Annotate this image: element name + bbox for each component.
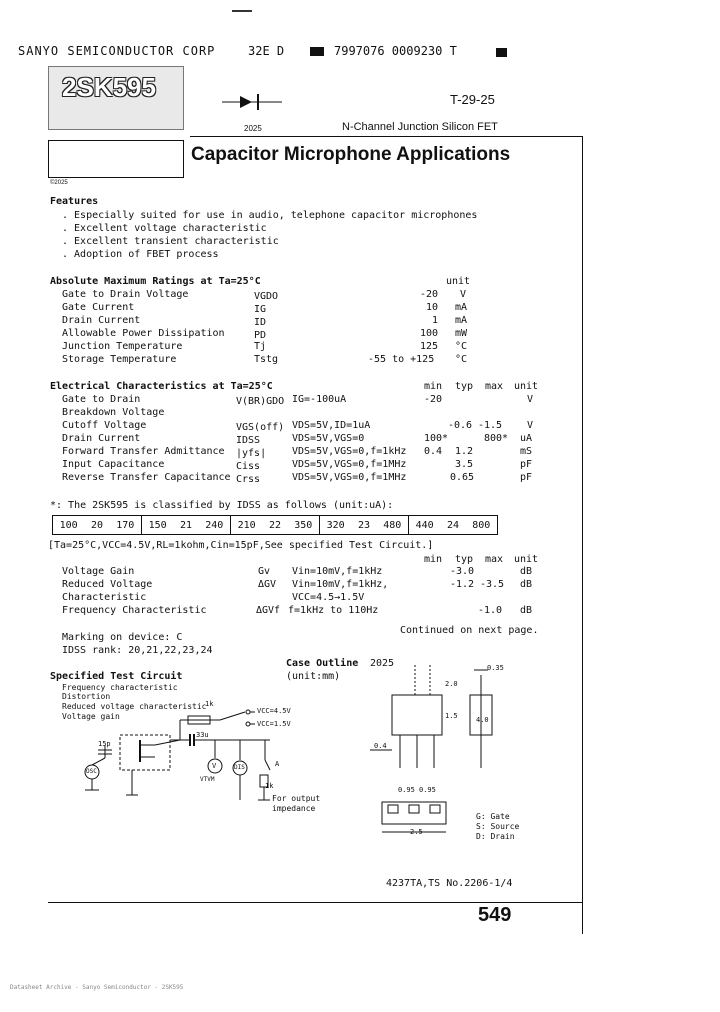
- transistor-symbol-icon: [222, 90, 282, 114]
- elec-col-min: min: [424, 381, 443, 392]
- page-number: 549: [478, 904, 512, 926]
- abs-value: 125: [420, 341, 439, 352]
- feature-item: . Adoption of FBET process: [62, 249, 219, 260]
- features-heading: Features: [50, 196, 99, 207]
- test-sym: ΔGV: [258, 579, 277, 590]
- elec-typ: 1.2: [455, 446, 474, 457]
- elec-col-typ: typ: [455, 381, 474, 392]
- circuit-label-vcc2: VCC=1.5V: [257, 720, 291, 728]
- cls-max: 800: [472, 519, 491, 531]
- title-side-box: [48, 140, 184, 178]
- abs-unit: °C: [455, 341, 468, 352]
- test-typ: -1.0: [478, 605, 503, 616]
- feature-item: . Excellent voltage characteristic: [62, 223, 267, 234]
- device-type: N-Channel Junction Silicon FET: [342, 121, 498, 133]
- elec-typ: 0.65: [450, 472, 475, 483]
- test-circuit-line: Reduced voltage characteristic: [62, 702, 207, 711]
- cls-max: 350: [294, 519, 313, 531]
- dim-d4: 0.95: [419, 786, 436, 794]
- dim-d5: 2.5: [410, 828, 423, 836]
- circuit-label-osc: OSC: [86, 768, 97, 775]
- classification-cell: [142, 516, 231, 534]
- abs-param: Junction Temperature: [62, 341, 183, 352]
- cls-max: 240: [205, 519, 224, 531]
- dim-d1: 0.35: [487, 664, 504, 672]
- scan-note: Datasheet Archive - Sanyo Semiconductor - 2SK595: [10, 984, 184, 991]
- right-rule: [582, 136, 583, 934]
- classification-table: [52, 515, 498, 535]
- elec-sym: Crss: [236, 474, 261, 485]
- marking-line2: IDSS rank: 20,21,22,23,24: [62, 645, 213, 656]
- elec-col-max: max: [485, 381, 504, 392]
- package-code: 2025: [244, 124, 262, 133]
- test-unit: dB: [520, 566, 533, 577]
- classification-cell: [231, 516, 320, 534]
- abs-sym: IG: [254, 304, 267, 315]
- cls-min: 210: [237, 519, 256, 531]
- cls-rank: 22: [268, 519, 281, 531]
- marking-line1: Marking on device: C: [62, 632, 183, 643]
- page-title: Capacitor Microphone Applications: [191, 144, 511, 165]
- elec-cond: IG=-100uA: [292, 394, 347, 405]
- abs-value: -55 to +125: [368, 354, 435, 365]
- elec-sym: |yfs|: [236, 448, 267, 459]
- abs-value: 100: [420, 328, 439, 339]
- elec-param: Input Capacitance: [62, 459, 165, 470]
- header-rule: [190, 136, 582, 137]
- case-outline-heading: Case Outline: [286, 658, 359, 669]
- elec-cond: VDS=5V,VGS=0,f=1MHz: [292, 459, 407, 470]
- test-col-typ: typ: [455, 554, 474, 565]
- elec-unit: mS: [520, 446, 533, 457]
- test-cond: VCC=4.5→1.5V: [292, 592, 365, 603]
- abs-sym: VGDO: [254, 291, 279, 302]
- elec-min: 100*: [424, 433, 449, 444]
- elec-min: -20: [424, 394, 443, 405]
- test-param: Characteristic: [62, 592, 147, 603]
- circuit-label-out2: impedance: [272, 804, 316, 813]
- elec-param: Cutoff Voltage: [62, 420, 147, 431]
- elec-cond: VDS=5V,VGS=0,f=1kHz: [292, 446, 407, 457]
- dim-d6: 4.0: [476, 716, 489, 724]
- circuit-label-a: A: [275, 760, 280, 768]
- legend-item: S: Source: [476, 822, 520, 831]
- test-cond-heading: [Ta=25°C,VCC=4.5V,RL=1kohm,Cin=15pF,See specified Test Circuit.]: [48, 540, 434, 551]
- test-col-unit: unit: [514, 554, 539, 565]
- legend-item: G: Gate: [476, 812, 510, 821]
- circuit-label-vcc1: VCC=4.5V: [257, 707, 291, 715]
- test-param: Voltage Gain: [62, 566, 135, 577]
- abs-sym: ID: [254, 317, 267, 328]
- cls-max: 480: [383, 519, 402, 531]
- elec-unit: uA: [520, 433, 533, 444]
- doc-ref: 4237TA,TS No.2206-1/4: [386, 878, 513, 889]
- circuit-label-r2: 1k: [265, 782, 274, 790]
- elec-sym: V(BR)GDO: [236, 396, 285, 407]
- drawing-ref: T-29-25: [450, 92, 495, 107]
- classification-cell: [320, 516, 409, 534]
- dim-d8: 1.5: [445, 712, 458, 720]
- abs-param: Storage Temperature: [62, 354, 177, 365]
- elec-param: Drain Current: [62, 433, 141, 444]
- elec-unit: V: [527, 420, 534, 431]
- test-unit: dB: [520, 579, 533, 590]
- part-number: 2SK595: [62, 72, 156, 102]
- test-col-max: max: [485, 554, 504, 565]
- cls-min: 440: [415, 519, 434, 531]
- abs-param: Drain Current: [62, 315, 141, 326]
- test-max: -3.5: [480, 579, 505, 590]
- test-col-min: min: [424, 554, 443, 565]
- test-param: Frequency Characteristic: [62, 605, 207, 616]
- feature-item: . Excellent transient characteristic: [62, 236, 279, 247]
- test-sym: ΔGVf: [256, 605, 281, 616]
- header-code2: 7997076 0009230 T: [334, 44, 457, 58]
- abs-value: -20: [420, 289, 439, 300]
- cls-min: 100: [59, 519, 78, 531]
- abs-unit: °C: [455, 354, 468, 365]
- abs-sym: Tj: [254, 341, 267, 352]
- elec-param: Breakdown Voltage: [62, 407, 165, 418]
- cls-rank: 21: [179, 519, 192, 531]
- abs-value: 1: [432, 315, 439, 326]
- elec-max: 800*: [484, 433, 509, 444]
- abs-param: Gate to Drain Voltage: [62, 289, 189, 300]
- abs-max-heading: Absolute Maximum Ratings at Ta=25°C: [50, 276, 261, 287]
- test-circuit-line: Frequency characteristic: [62, 683, 178, 692]
- header-block-mark: [310, 47, 324, 56]
- elec-col-unit: unit: [514, 381, 539, 392]
- elec-typ: 3.5: [455, 459, 474, 470]
- elec-min: 0.4: [424, 446, 443, 457]
- elec-unit: pF: [520, 459, 533, 470]
- abs-unit: mW: [455, 328, 468, 339]
- abs-param: Gate Current: [62, 302, 135, 313]
- elec-param: Forward Transfer Admittance: [62, 446, 225, 457]
- test-circuit-heading: Specified Test Circuit: [50, 671, 183, 682]
- circuit-label-cap: 15p: [98, 740, 111, 748]
- small-mark: ©2025: [50, 180, 68, 186]
- elec-unit: pF: [520, 472, 533, 483]
- classification-cell: [409, 516, 497, 534]
- test-typ: -3.0: [450, 566, 475, 577]
- cls-rank: 24: [446, 519, 459, 531]
- test-unit: dB: [520, 605, 533, 616]
- dim-d7: 2.0: [445, 680, 458, 688]
- test-cond: Vin=10mV,f=1kHz: [292, 566, 383, 577]
- test-param: Reduced Voltage: [62, 579, 153, 590]
- dim-d2: 0.4: [374, 742, 387, 750]
- abs-sym: PD: [254, 330, 267, 341]
- header-code1: 32E D: [248, 44, 285, 58]
- abs-unit: mA: [455, 302, 468, 313]
- top-mark: [232, 10, 252, 12]
- cls-max: 170: [116, 519, 135, 531]
- elec-max: -1.5: [478, 420, 503, 431]
- cls-rank: 23: [357, 519, 370, 531]
- elec-param: Gate to Drain: [62, 394, 141, 405]
- elec-sym: Ciss: [236, 461, 261, 472]
- abs-max-unit-header: unit: [446, 276, 471, 287]
- test-sym: Gv: [258, 566, 271, 577]
- elec-typ: -0.6: [448, 420, 473, 431]
- abs-sym: Tstg: [254, 354, 279, 365]
- elec-heading: Electrical Characteristics at Ta=25°C: [50, 381, 273, 392]
- test-cond: f=1kHz to 110Hz: [288, 605, 379, 616]
- circuit-label-v: V: [212, 762, 217, 770]
- elec-cond: VDS=5V,VGS=0: [292, 433, 365, 444]
- case-outline-code: 2025: [370, 658, 395, 669]
- dim-d3: 0.95: [398, 786, 415, 794]
- test-circuit-line: Voltage gain: [62, 712, 120, 721]
- circuit-label-dist: DIS: [234, 764, 245, 771]
- elec-unit: V: [527, 394, 534, 405]
- footer-rule: [48, 902, 582, 903]
- elec-param: Reverse Transfer Capacitance: [62, 472, 231, 483]
- classification-cell: [53, 516, 142, 534]
- company-name: SANYO SEMICONDUCTOR CORP: [18, 44, 216, 58]
- abs-value: 10: [426, 302, 439, 313]
- circuit-label-vtvm: VTVM: [200, 776, 215, 783]
- elec-sym: IDSS: [236, 435, 261, 446]
- case-outline-unit: (unit:mm): [286, 671, 341, 682]
- classification-note: *: The 2SK595 is classified by IDSS as follows (unit:uA):: [50, 500, 394, 511]
- abs-unit: V: [460, 289, 467, 300]
- test-circuit-line: Distortion: [62, 692, 111, 701]
- elec-sym: VGS(off): [236, 422, 285, 433]
- header-block-mark2: [496, 48, 507, 57]
- abs-unit: mA: [455, 315, 468, 326]
- test-typ: -1.2: [450, 579, 475, 590]
- abs-param: Allowable Power Dissipation: [62, 328, 225, 339]
- circuit-label-cap2: 33u: [196, 731, 209, 739]
- cls-min: 320: [326, 519, 345, 531]
- cls-rank: 20: [90, 519, 103, 531]
- cls-min: 150: [148, 519, 167, 531]
- continued-note: Continued on next page.: [400, 625, 539, 636]
- elec-cond: VDS=5V,VGS=0,f=1MHz: [292, 472, 407, 483]
- circuit-label-r1: 1k: [205, 700, 214, 708]
- test-cond: Vin=10mV,f=1kHz,: [292, 579, 389, 590]
- elec-cond: VDS=5V,ID=1uA: [292, 420, 371, 431]
- legend-item: D: Drain: [476, 832, 515, 841]
- feature-item: . Especially suited for use in audio, telephone capacitor microphones: [62, 210, 478, 221]
- circuit-label-out1: For output: [272, 794, 321, 803]
